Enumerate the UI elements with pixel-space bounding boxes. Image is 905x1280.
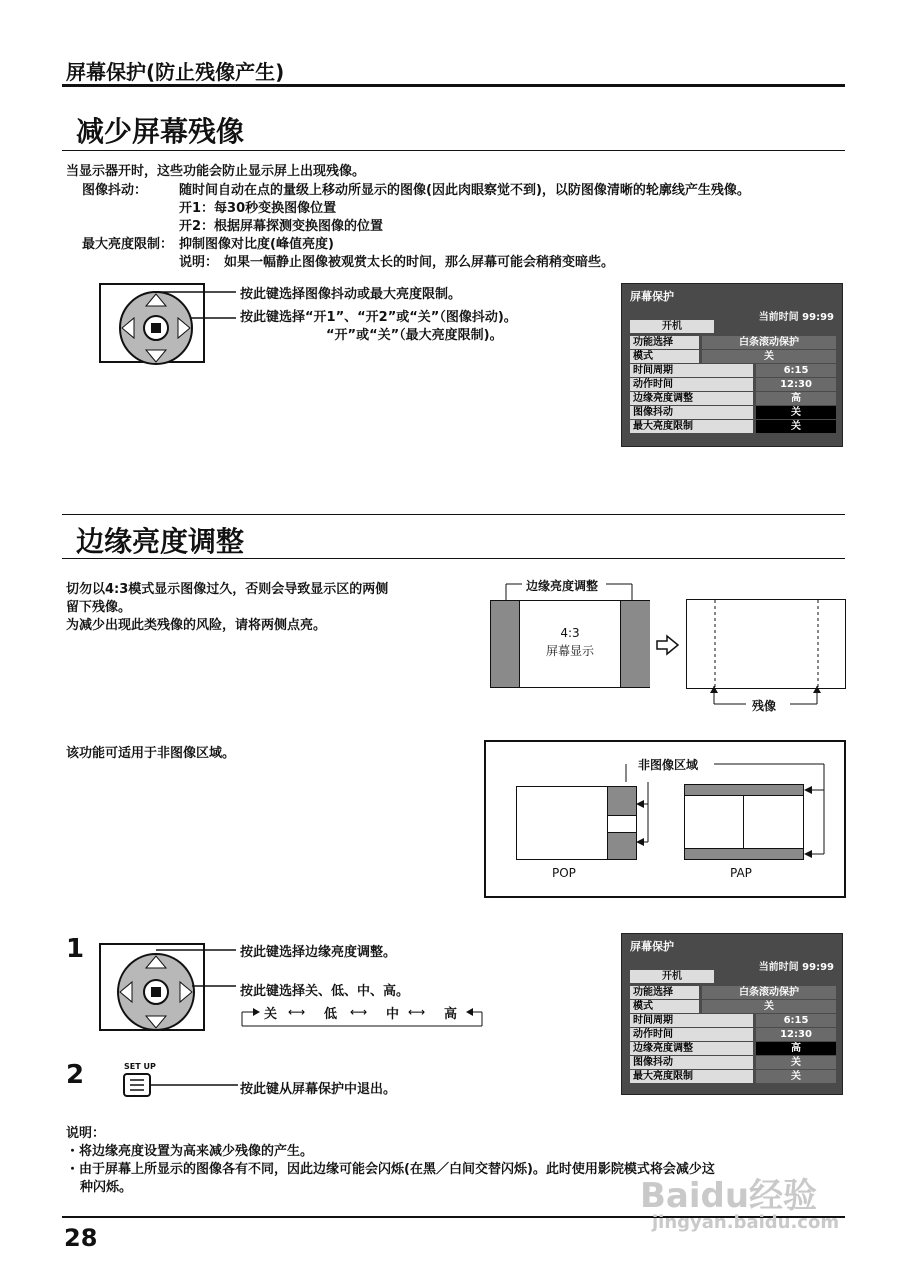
ghost-label: 残像 — [752, 699, 777, 713]
screensaver-menu-1 — [621, 283, 843, 447]
pap-label: PAP — [730, 866, 752, 880]
step1-key2-text: 按此键选择关、低、中、高。 — [240, 984, 410, 999]
cycle-off: 关 — [264, 1007, 278, 1022]
nonpic-label: 非图像区域 — [638, 758, 699, 772]
menu-row-function[interactable]: 功能选择 白条滚动保护 — [630, 986, 852, 1000]
section2-rule — [62, 558, 845, 559]
side-bar-label: 边缘亮度调整 — [526, 579, 599, 593]
page-number: 28 — [64, 1224, 98, 1252]
menu-row-pixel-orbit[interactable]: 图像抖动 关 — [630, 1056, 852, 1070]
enter-button-icon[interactable] — [151, 323, 161, 333]
menu-time: 当前时间 99:99 — [758, 312, 834, 323]
menu-row-mode[interactable]: 模式 关 — [630, 1000, 852, 1014]
section2-title: 边缘亮度调整 — [76, 525, 245, 558]
menu-row-action-time[interactable]: 动作时间 12:30 — [630, 1028, 852, 1042]
menu-start-button[interactable]: 开机 — [630, 970, 714, 983]
section1-intro: 当显示器开时，这些功能会防止显示屏上出现残像。 — [66, 164, 366, 179]
side-bar-left — [491, 601, 520, 687]
side-bar-right — [620, 601, 650, 687]
arrow-right-icon — [655, 634, 681, 656]
shift-on1: 开1：每30秒变换图像位置 — [179, 201, 337, 216]
section2-desc3: 为减少出现此类残像的风险，请将两侧点亮。 — [66, 618, 327, 633]
pop-label: POP — [552, 866, 576, 880]
cycle-low: 低 — [324, 1007, 338, 1022]
menu-row-period[interactable]: 时间周期 6:15 — [630, 1014, 852, 1028]
shift-on2: 开2：根据屏幕探测变换图像的位置 — [179, 219, 384, 234]
menu-row-side-bar[interactable]: 边缘亮度调整 高 — [630, 392, 852, 406]
ghost-screen-diagram — [686, 599, 846, 689]
pop-nonpic-top — [607, 786, 637, 816]
watermark-brand: Baidu经验 — [640, 1176, 818, 1216]
screen-display-label: 屏幕显示 — [545, 644, 594, 658]
pop-nonpic-bottom — [607, 832, 637, 860]
remote-pad-1 — [98, 278, 238, 368]
enter-button-icon[interactable] — [151, 987, 161, 997]
screen-43-label: 4:3 — [560, 626, 580, 640]
remote-pad-2 — [98, 934, 238, 1034]
level-cycle — [240, 1002, 490, 1028]
step2-text: 按此键从屏幕保护中退出。 — [240, 1082, 397, 1097]
section2-desc1: 切勿以4:3模式显示图像过久，否则会导致显示区的两侧 — [66, 582, 389, 597]
menu-time: 当前时间 99:99 — [758, 962, 834, 973]
key3-text: “开”或“关”（最大亮度限制)。 — [326, 328, 503, 343]
step2-number: 2 — [66, 1060, 85, 1090]
page-header: 屏幕保护(防止残像产生) — [66, 60, 285, 84]
watermark-url: jingyan.baidu.com — [652, 1212, 840, 1233]
notes-title: 说明： — [66, 1126, 106, 1141]
menu-start-button[interactable]: 开机 — [630, 320, 714, 333]
note-text: 如果一幅静止图像被观赏太长的时间，那么屏幕可能会稍稍变暗些。 — [224, 255, 615, 270]
menu-row-peak-limit[interactable]: 最大亮度限制 关 — [630, 420, 852, 434]
setup-button[interactable] — [122, 1072, 242, 1100]
menu-row-action-time[interactable]: 动作时间 12:30 — [630, 378, 852, 392]
section2-desc2: 留下残像。 — [66, 600, 132, 615]
cycle-high: 高 — [444, 1007, 458, 1022]
menu-title: 屏幕保护 — [630, 290, 674, 303]
menu-row-function[interactable]: 功能选择 白条滚动保护 — [630, 336, 852, 350]
shift-label: 图像抖动： — [82, 183, 148, 198]
notes-item2b: 种闪烁。 — [80, 1180, 133, 1195]
screensaver-menu-2 — [621, 933, 843, 1095]
peak-desc: 抑制图像对比度(峰值亮度) — [179, 237, 334, 252]
header-rule — [62, 84, 845, 87]
menu-row-side-bar[interactable]: 边缘亮度调整 高 — [630, 1042, 852, 1056]
key1-text: 按此键选择图像抖动或最大亮度限制。 — [240, 287, 462, 302]
nonpic-text: 该功能可适用于非图像区域。 — [66, 746, 236, 761]
notes-item1: ・将边缘亮度设置为高来减少残像的产生。 — [66, 1144, 314, 1159]
notes-item2: ・由于屏幕上所显示的图像各有不同，因此边缘可能会闪烁(在黑／白间交替闪烁)。此时使用影院模式将会减少这 — [66, 1162, 715, 1177]
pap-pictures — [684, 795, 804, 849]
svg-text:⟷: ⟷ — [350, 1005, 368, 1019]
step1-key1-text: 按此键选择边缘亮度调整。 — [240, 945, 397, 960]
setup-label: SET UP — [124, 1062, 156, 1071]
section2-top-rule — [62, 514, 845, 515]
menu-row-period[interactable]: 时间周期 6:15 — [630, 364, 852, 378]
menu-row-peak-limit[interactable]: 最大亮度限制 关 — [630, 1070, 852, 1084]
svg-text:⟷: ⟷ — [288, 1005, 306, 1019]
menu-row-pixel-orbit[interactable]: 图像抖动 关 — [630, 406, 852, 420]
step1-number: 1 — [66, 934, 85, 964]
section1-rule — [62, 150, 845, 151]
section1-title: 减少屏幕残像 — [76, 115, 245, 148]
screen-43-diagram — [490, 600, 650, 688]
note-label: 说明： — [179, 255, 219, 270]
pop-main-picture — [516, 786, 608, 860]
menu-row-mode[interactable]: 模式 关 — [630, 350, 852, 364]
pop-pap-diagram — [484, 740, 846, 898]
pop-sub-picture — [607, 815, 637, 833]
svg-text:⟷: ⟷ — [408, 1005, 426, 1019]
key2-text: 按此键选择“开1”、“开2”或“关”（图像抖动)。 — [240, 310, 517, 325]
cycle-mid: 中 — [386, 1007, 400, 1022]
pap-nonpic-bottom — [684, 848, 804, 860]
menu-title: 屏幕保护 — [630, 940, 674, 953]
shift-desc: 随时间自动在点的量级上移动所显示的图像(因此肉眼察觉不到)，以防图像清晰的轮廓线产生残像。 — [179, 183, 750, 198]
peak-label: 最大亮度限制： — [82, 237, 174, 252]
